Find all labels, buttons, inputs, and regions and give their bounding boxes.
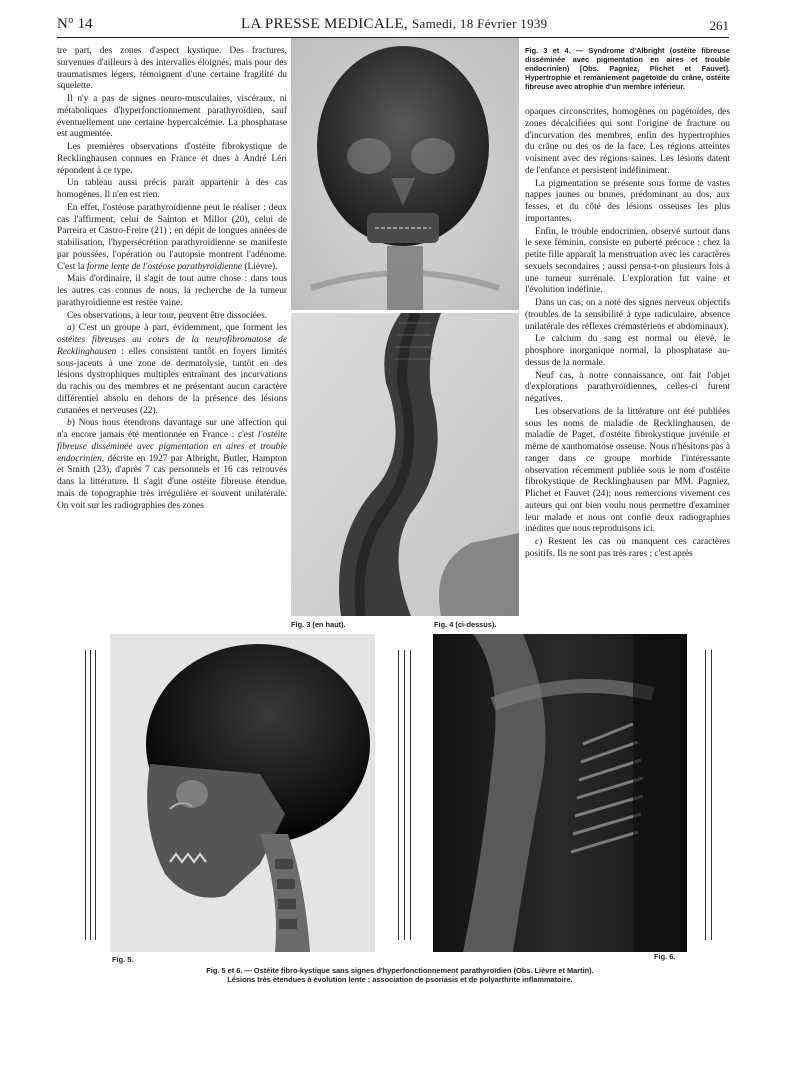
- decorative-rule: [398, 650, 399, 940]
- figure-5-6-caption: [100, 966, 700, 984]
- figure-5-skull-lateral-xray: [110, 634, 375, 952]
- figure-5-label: Fig. 5.: [112, 955, 134, 964]
- paragraph: b) Nous nous étendrons davantage sur une affection qui n'a encore jamais été mentionnée en France : c'est l'ostéite fibreuse disséminée avec pigmentation en aires et trouble endocrinien, décrite en 1927 par Albright, Butler, Hampton et Smith (23), d'après 7 cas personnels et 16 cas retrouvés dans la littérature. Il s'agit d'une ostéite fibreuse étendue, mais de topographie très irrégulière et souvent unilatérale. On voit sur les radiographies des zones: [57, 418, 287, 511]
- decorative-rule: [90, 650, 91, 940]
- journal-title: LA PRESSE MEDICALE, Samedi, 18 Février 1939: [241, 16, 548, 32]
- figure-3-label: Fig. 3 (en haut).: [291, 620, 346, 629]
- figure-3-4-caption: Fig. 3 et 4. — Syndrome d'Albright (ostéite fibreuse disséminée avec pigmentation en aires et trouble endocrinien) [Obs. Pagniez, Plichet et Fauvet]. Hypertrophie et remaniement pagétoïde du crâne, ostéite fibreuse avec atrophie d'un membre inférieur.: [525, 46, 730, 91]
- paragraph: Dans un cas, on a noté des signes nerveux objectifs (troubles de la sensibilité à type radiculaire, absence unilatérale des réflexes crémastériens et abdominaux).: [525, 298, 730, 332]
- decorative-rule: [404, 650, 405, 940]
- decorative-rule: [711, 650, 712, 940]
- decorative-rule: [95, 650, 96, 940]
- paragraph: opaques circonscrites, homogènes ou pagétoïdes, des zones décalcifiées qui sont l'origine de fracture ou d'incurvation des membres, enfin des hypertrophies du crâne ou des os de la face. Les régions atteintes voisinent avec des régions saines. Les lésions datent de l'enfance et persistent indéfiniment.: [525, 107, 730, 176]
- figure-4-limb-xray: [291, 313, 519, 616]
- paragraph: Les observations de la littérature ont été publiées sous les noms de maladie de Recklinghausen, de maladie de Paget, d'ostéite fibrokystique juvénile et même de xanthomatose osseuse. Nous n'hésitons pas à ranger dans ce groupe morbide l'intéressante observation récemment publiée sous le nom d'ostéite fibrokystique de Recklinghausen par MM. Pagniez, Plichet et Fauvet (24); nous remercions vivement ces auteurs qui ont bien voulu nous permettre d'examiner leur malade et nous ont confié deux radiographies inédites que nous reproduisons ici.: [525, 406, 730, 535]
- paragraph: Neuf cas, à notre connaissance, ont fait l'objet d'explorations parathyroïdiennes, celles-ci furent négatives.: [525, 370, 730, 404]
- left-text-column: [57, 46, 287, 513]
- paragraph: Mais d'ordinaire, il s'agit de tout autre chose : dans tous les autres cas connus de nous, la recherche de la tumeur parathyroïdienne est restée vaine.: [57, 274, 287, 308]
- figure-4-label: Fig. 4 (ci-dessus).: [434, 620, 497, 629]
- paragraph: a) C'est un groupe à part, évidemment, que forment les ostéites fibreuses au cours de la neurofibromatose de Recklinghausen : elles consistent tantôt en foyers limités sous-jacents à une zone de dermatolysie, tantôt en des lésions dystrophiques multiples entraînant des incurvations du rachis ou des membres et ne présentant aucun caractère différentiel absolu en dehors de la présence des lésions cutanées et nerveuses (22).: [57, 323, 287, 416]
- paragraph: Le calcium du sang est normal ou élevé, le phosphore inorganique normal, la phosphatase au-dessus de la normale.: [525, 334, 730, 368]
- paragraph: Il n'y a pas de signes neuro-musculaires, viscéraux, ni métaboliques d'hyperfonctionnement parathyroïdien, sauf éventuellement une certaine hypercalcémie. La phosphatase est augmentée.: [57, 94, 287, 140]
- figure-3-skull-frontal-xray: [291, 38, 519, 310]
- running-header: [57, 14, 729, 38]
- right-text-column: [525, 107, 730, 562]
- figure-6-label: Fig. 6.: [654, 952, 676, 961]
- paragraph: En effet, l'ostéose parathyroïdienne peut le réaliser : deux cas l'affirment, celui de Sainton et Millot (20), celui de Parreira et Castro-Freire (21) ; en dépit de longues années de stabilisation, l'hypersécrétion parathyroïdienne se manifeste par poussées, l'opération ou l'autopsie montrent l'adénome. C'est la forme lente de l'ostéose parathyroïdienne (Lièvre).: [57, 202, 287, 272]
- paragraph: Un tableau aussi précis paraît appartenir à des cas homogènes. Il n'en est rien.: [57, 178, 287, 200]
- paragraph: tre part, des zones d'aspect kystique. Des fractures, survenues d'ailleurs à des intervalles éloignés, mais pour des traumatismes légers, témoignent d'une certaine fragilité du squelette.: [57, 46, 287, 92]
- issue-number: N° 14: [57, 16, 93, 32]
- paragraph: Les premières observations d'ostéite fibrokystique de Recklinghausen connues en France et dues à André Léri répondent à ce type.: [57, 142, 287, 176]
- paragraph: Enfin, le trouble endocrinien, observé surtout dans le sexe féminin, consiste en puberté précoce : chez la petite fille apparaît la menstruation avec les caractères sexuels secondaires ; aussi pensa-t-on plusieurs fois à une tumeur surrénale. L'exploration fut vaine et l'évolution indéfinie.: [525, 226, 730, 296]
- figure-6-shoulder-xray: [433, 634, 687, 952]
- decorative-rule: [85, 650, 86, 940]
- paragraph: La pigmentation se présente sous forme de vastes nappes jaunes ou brunes, prédominant au dos, aux fesses, et du côté des lésions osseuses les plus importantes.: [525, 178, 730, 224]
- decorative-rule: [705, 650, 706, 940]
- page-number: 261: [709, 18, 729, 33]
- issue-date: Samedi, 18 Février 1939: [412, 16, 548, 31]
- figure-5-6-caption-line-1: Fig. 5 et 6. — Ostéite fibro-kystique sans signes d'hyperfonctionnement parathyroïdien (Obs. Lièvre et Martin).: [206, 966, 594, 975]
- paragraph: Ces observations, à leur tour, peuvent être dissociées.: [67, 310, 268, 321]
- paragraph: c) Restent les cas où manquent ces caractères positifs. Ils ne sont pas très rares ; c'est après: [525, 537, 730, 559]
- decorative-rule: [410, 650, 411, 940]
- figure-5-6-caption-line-2: Lésions très étendues à évolution lente ; association de psoriasis et de polyarthrite inflammatoire.: [227, 975, 573, 984]
